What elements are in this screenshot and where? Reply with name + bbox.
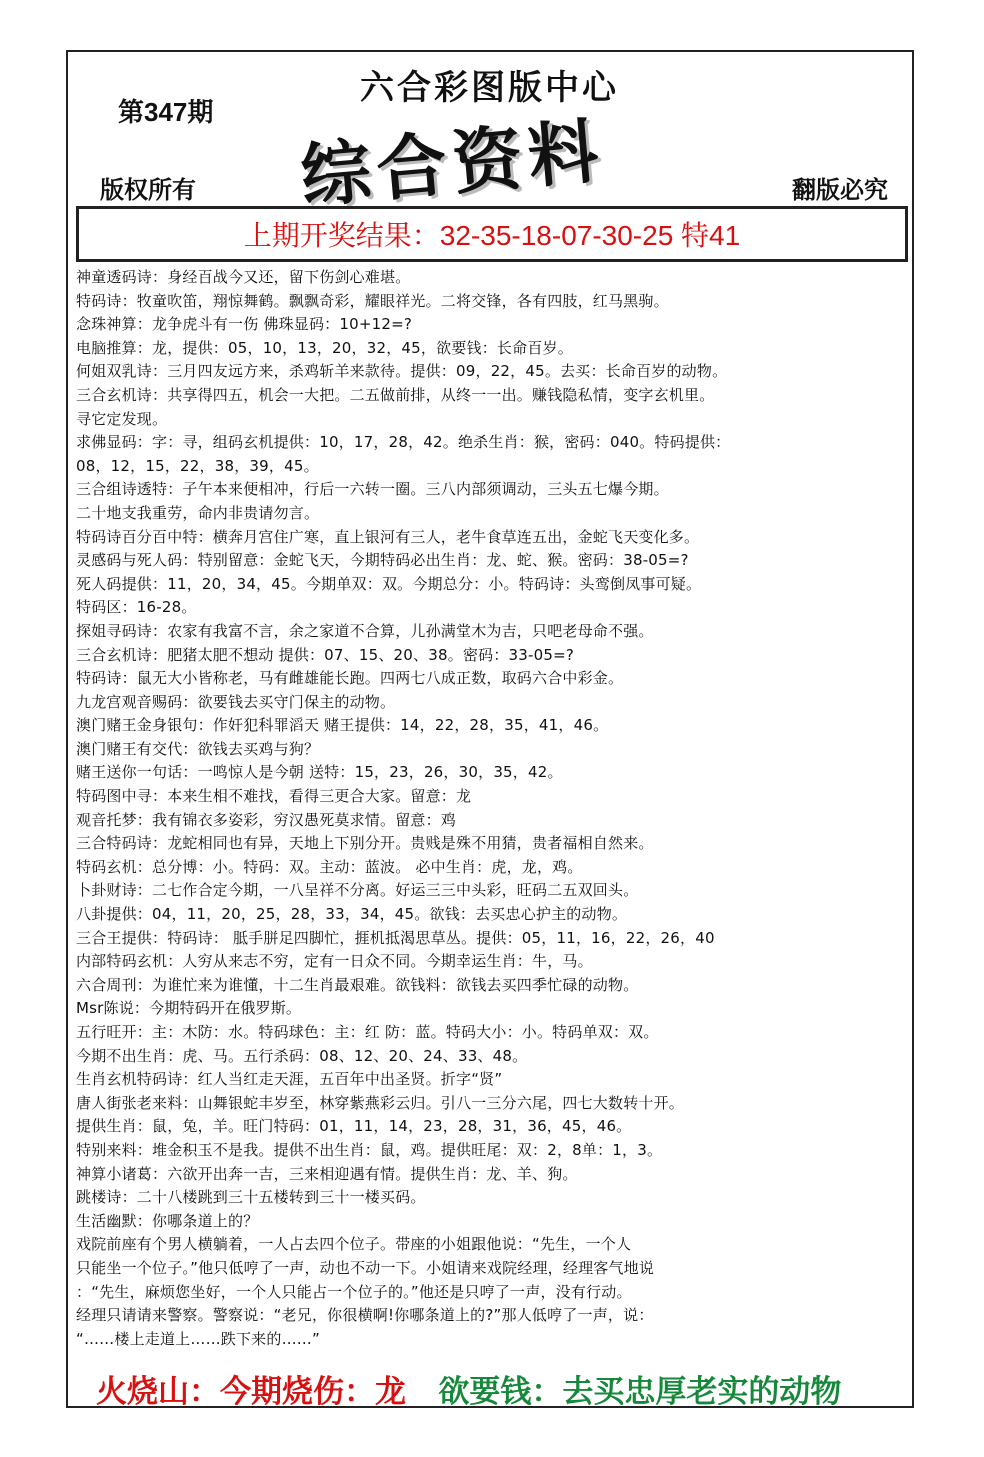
content-line: 特码图中寻：本来生相不难找，看得三更合大家。留意：龙 [76, 787, 472, 806]
content-line: 三合王提供：特码诗： 胝手胼足四脚忙，捱机抵渴思草丛。提供：05，11，16，22，26，40 [76, 928, 715, 947]
copyright-note: 版权所有 [100, 175, 196, 204]
last-result-text: 上期开奖结果：32-35-18-07-30-25 特41 [243, 220, 741, 251]
content-line: 何姐双乳诗：三月四友远方来，杀鸡斩羊来款待。提供：09，22，45。去买：长命百岁的动物。 [76, 362, 728, 381]
content-line: 跳楼诗：二十八楼跳到三十五楼转到三十一楼买码。 [76, 1188, 426, 1207]
content-line: 特码诗：鼠无大小皆称老，马有雌雄能长跑。四两七八成正数，取码六合中彩金。 [76, 669, 624, 688]
content-line: 探姐寻码诗：农家有我富不言，余之家道不合算，儿孙满堂木为吉，只吧老母命不强。 [76, 621, 654, 640]
content-line: ：“先生，麻烦您坐好，一个人只能占一个位子的。”他还是只哼了一声，没有行动。 [76, 1282, 632, 1301]
last-result-box [76, 206, 908, 262]
content-line: 六合周刊：为谁忙来为谁懂，十二生肖最艰难。欲钱料：欲钱去买四季忙碌的动物。 [76, 975, 639, 994]
content-line: 观音托梦：我有锦衣多姿彩，穷汉愚死莫求情。留意：鸡 [76, 810, 457, 829]
content-line: 三合组诗透特：子午本来便相冲，行后一六转一圈。三八内部须调动，三头五七爆今期。 [76, 480, 669, 499]
content-line: 电脑推算：龙，提供：05，10，13，20，32，45，欲要钱：长命百岁。 [76, 338, 573, 357]
content-line: 经理只请请来警察。警察说：“老兄，你很横啊!你哪条道上的?”那人低哼了一声，说： [76, 1306, 654, 1325]
footer-green-text: 欲要钱：去买忠厚老实的动物 [438, 1374, 842, 1410]
content-line: Msr陈说：今期特码开在俄罗斯。 [76, 999, 302, 1018]
content-line: 特码玄机：总分博：小。特码：双。主动：蓝波。 必中生肖：虎，龙，鸡。 [76, 857, 583, 876]
content-line: 神童透码诗：身经百战今又还，留下伤剑心难堪。 [76, 268, 411, 286]
content-line: 唐人街张老来料：山舞银蛇丰岁至，林穿紫燕彩云归。引八一三分六尾，四七大数转十开。 [76, 1093, 685, 1112]
content-line: “……楼上走道上……跌下来的……” [76, 1329, 320, 1348]
content-line: 赌王送你一句话：一鸣惊人是今朝 送特：15，23，26，30，35，42。 [76, 763, 563, 782]
content-line: 提供生肖：鼠，兔，羊。旺门特码：01，11，14，23，28，31，36，45，46。 [76, 1117, 632, 1136]
content-line: 特码诗：牧童吹笛，翔惊舞鹤。飘飘奇彩，耀眼祥光。二将交锋，各有四肢，红马黑驹。 [76, 291, 669, 310]
content-line: 三合玄机诗：肥猪太肥不想动 提供：07、15、20、38。密码：33-05=? [76, 645, 575, 664]
content-line: 求佛显码：字：寻，组码玄机提供：10，17，28，42。绝杀生肖：猴，密码：040。特码提供： [76, 433, 731, 452]
content-line: 八卦提供：04，11，20，25，28，33，34，45。欲钱：去买忠心护主的动物。 [76, 905, 628, 924]
content-line: 死人码提供：11，20，34，45。今期单双：双。今期总分：小。特码诗：头鸾倒凤事可疑。 [76, 574, 702, 593]
content-line: 三合特码诗：龙蛇相同也有异，天地上下别分开。贵贱是殊不用猜，贵者福相自然来。 [76, 834, 654, 853]
content-line: 卜卦财诗：二七作合定今期，一八呈祥不分离。好运三三中头彩，旺码二五双回头。 [76, 881, 639, 900]
content-line: 戏院前座有个男人横躺着，一人占去四个位子。带座的小姐跟他说：“先生，一个人 [76, 1235, 632, 1254]
content-line: 内部特码玄机：人穷从来志不穷，定有一日众不同。今期幸运生肖：牛，马。 [76, 952, 593, 971]
content-line: 特码诗百分百中特：横奔月宫住广寒，直上银河有三人，老牛食草连五出，金蛇飞天变化多。 [76, 527, 700, 546]
content-line: 今期不出生肖：虎、马。五行杀码：08、12、20、24、33、48。 [76, 1046, 528, 1065]
content-line: 生肖玄机特码诗：红人当红走天涯，五百年中出圣贤。折字“贤” [76, 1070, 503, 1089]
content-line: 九龙宫观音赐码：欲要钱去买守门保主的动物。 [76, 692, 396, 711]
content-line: 念珠神算：龙争虎斗有一伤 佛珠显码：10+12=? [76, 315, 413, 334]
main-title: 综合资料 [297, 108, 608, 219]
content-line: 灵感码与死人码：特别留意：金蛇飞天，今期特码必出生肖：龙、蛇、猴。密码：38-05=? [76, 551, 689, 570]
content-line: 生活幽默：你哪条道上的？ [76, 1211, 259, 1230]
content-line: 寻它定发现。 [76, 409, 168, 428]
content-line: 澳门赌王金身银句：作奸犯科罪滔天 赌王提供：14，22，28，35，41，46。 [76, 716, 609, 735]
content-line: 08，12，15，22，38，39，45。 [76, 456, 319, 475]
content-line: 只能坐一个位子。”他只低哼了一声，动也不动一下。小姐请来戏院经理，经理客气地说 [76, 1258, 655, 1277]
content-line: 三合玄机诗：共享得四五，机会一大把。二五做前排，从终一一出。赚钱隐私情，变字玄机里。 [76, 385, 715, 404]
content-line: 特别来料：堆金积玉不是我。提供不出生肖：鼠，鸡。提供旺尾：双：2，8单：1，3。 [76, 1140, 663, 1159]
footer-banner [96, 1366, 841, 1411]
content-line: 特码区：16-28。 [76, 598, 197, 617]
content-line: 神算小诸葛：六欲开出奔一吉，三来相迎遇有情。提供生肖：龙、羊、狗。 [76, 1164, 578, 1183]
issue-number: 第347期 [118, 97, 214, 127]
content-line: 澳门赌王有交代：欲钱去买鸡与狗？ [76, 739, 320, 758]
content-line: 五行旺开：主：木防：水。特码球色：主：红 防：蓝。特码大小：小。特码单双：双。 [76, 1023, 659, 1041]
footer-red-text: 火烧山：今期烧伤：龙 [96, 1374, 406, 1410]
content-line: 二十地支我重劳，命内非贵请勿言。 [76, 503, 320, 522]
piracy-note: 翻版必究 [792, 175, 888, 204]
content-lines [76, 266, 906, 1351]
publisher-name: 六合彩图版中心 [360, 68, 619, 108]
